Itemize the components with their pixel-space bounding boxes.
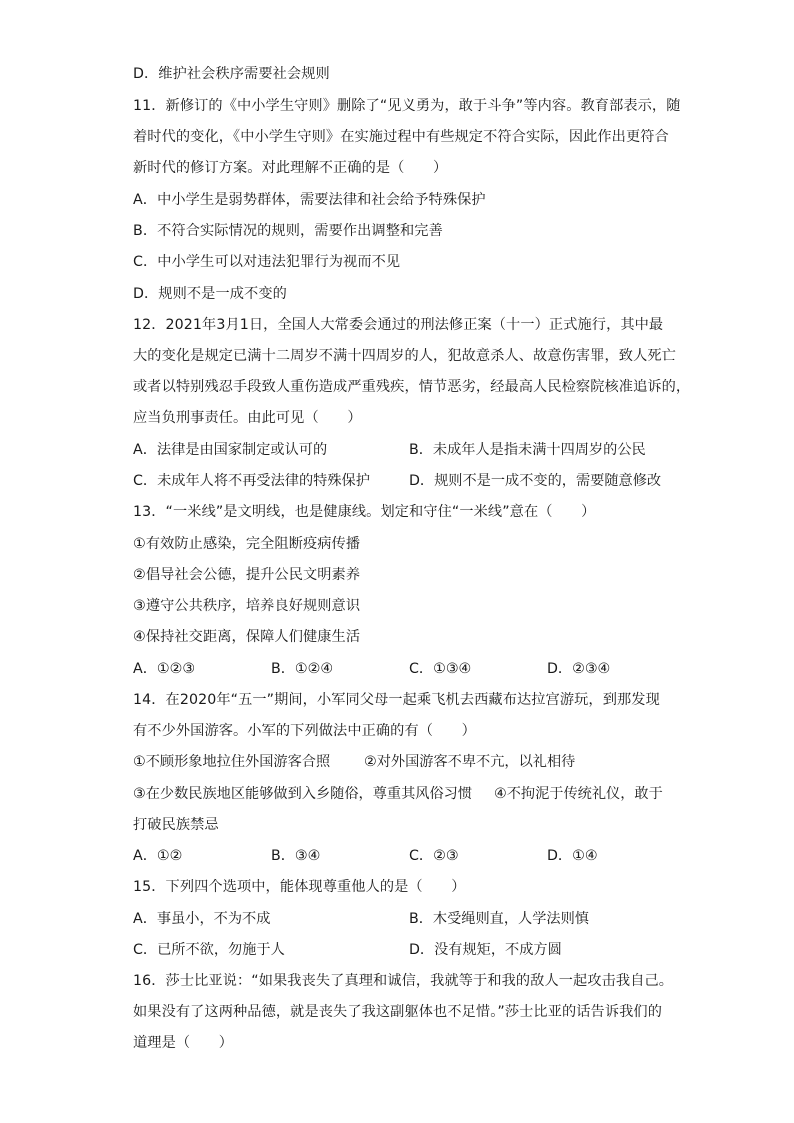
q13-stem: 13．“一米线”是文明线，也是健康线。划定和守住“一米线”意在（ ） (133, 504, 596, 520)
q11-option-a: A．中小学生是弱势群体，需要法律和社会给予特殊保护 (133, 192, 486, 208)
q13-option-d: D．②③④ (547, 661, 611, 677)
q15-option-b: B．木受绳则直，人学法则慎 (409, 911, 589, 927)
q11-stem-line-2: 着时代的变化，《中小学生守则》在实施过程中有些规定不符合实际，因此作出更符合 (133, 129, 669, 145)
q10-option-d: D．维护社会秩序需要社会规则 (133, 66, 330, 82)
q14-option-c: C．②③ (409, 848, 459, 864)
q12-option-c: C．未成年人将不再受法律的特殊保护 (133, 473, 370, 489)
q15-option-d: D．没有规矩，不成方圆 (409, 942, 562, 958)
q13-item-3: ③遵守公共秩序，培养良好规则意识 (133, 598, 361, 614)
q12-option-d: D．规则不是一成不变的，需要随意修改 (409, 473, 662, 489)
q12-option-a: A．法律是由国家制定或认可的 (133, 442, 328, 458)
q14-item-2: ②对外国游客不卑不亢，以礼相待 (364, 754, 576, 770)
q14-stem-line-1: 14．在2020年“五一”期间，小军同父母一起乘飞机去西藏布达拉宫游玩，到那发现 (133, 692, 660, 708)
q14-option-d: D．①④ (547, 848, 598, 864)
q11-stem-line-1: 11．新修订的《中小学生守则》删除了“见义勇为，敢于斗争”等内容。教育部表示，随 (133, 98, 681, 114)
q13-option-c: C．①③④ (409, 661, 472, 677)
q11-stem-line-3: 新时代的修订方案。对此理解不正确的是（ ） (133, 160, 448, 176)
q12-stem-line-1: 12．2021年3月1日，全国人大常委会通过的刑法修正案（十一）正式施行，其中最 (133, 317, 664, 333)
q15-option-a: A．事虽小，不为不成 (133, 911, 271, 927)
q13-option-a: A．①②③ (133, 661, 196, 677)
q13-item-1: ①有效防止感染，完全阻断疫病传播 (133, 536, 361, 552)
q14-stem-line-2: 有不少外国游客。小军的下列做法中正确的有（ ） (133, 723, 476, 739)
q13-item-4: ④保持社交距离，保障人们健康生活 (133, 629, 361, 645)
q14-item-3: ③在少数民族地区能够做到入乡随俗，尊重其风俗习惯 (133, 786, 473, 802)
q14-option-b: B．③④ (271, 848, 321, 864)
q15-stem: 15．下列四个选项中，能体现尊重他人的是（ ） (133, 879, 466, 895)
q13-option-b: B．①②④ (271, 661, 334, 677)
q14-item-1: ①不顾形象地拉住外国游客合照 (133, 754, 331, 770)
q16-stem-line-3: 道理是（ ） (133, 1035, 234, 1051)
q11-option-c: C．中小学生可以对违法犯罪行为视而不见 (133, 254, 401, 270)
q12-stem-line-4: 应当负刑事责任。由此可见（ ） (133, 410, 362, 426)
q11-option-d: D．规则不是一成不变的 (133, 286, 287, 302)
q14-item-4: ④不拘泥于传统礼仪，敢于 (494, 786, 663, 802)
q16-stem-line-1: 16．莎士比亚说：“如果我丧失了真理和诚信，我就等于和我的敌人一起攻击我自己。 (133, 973, 674, 989)
q12-option-b: B．未成年人是指未满十四周岁的公民 (409, 442, 646, 458)
q16-stem-line-2: 如果没有了这两种品德，就是丧失了我这副躯体也不足惜。”莎士比亚的话告诉我们的 (133, 1004, 662, 1020)
q14-item-4-continued: 打破民族禁忌 (133, 817, 219, 833)
q11-option-b: B．不符合实际情况的规则，需要作出调整和完善 (133, 223, 443, 239)
q12-stem-line-3: 或者以特别残忍手段致人重伤造成严重残疾，情节恶劣，经最高人民检察院核准追诉的， (133, 379, 691, 395)
q13-item-2: ②倡导社会公德，提升公民文明素养 (133, 567, 361, 583)
q12-stem-line-2: 大的变化是规定已满十二周岁不满十四周岁的人，犯故意杀人、故意伤害罪，致人死亡 (133, 348, 676, 364)
q14-option-a: A．①② (133, 848, 183, 864)
q15-option-c: C．已所不欲，勿施于人 (133, 942, 285, 958)
